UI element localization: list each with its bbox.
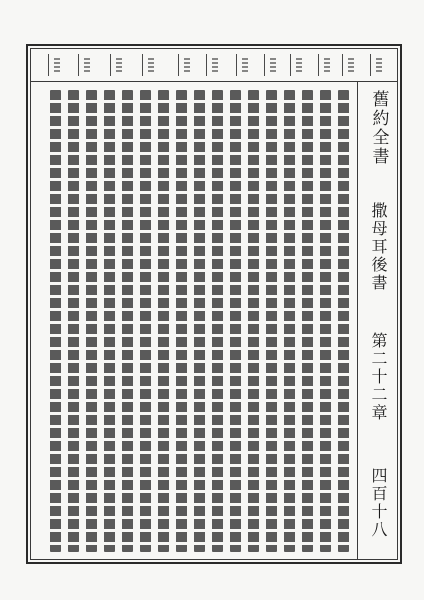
- verse-number-strip: [30, 48, 398, 82]
- verse-marker-2: [78, 54, 79, 76]
- scripture-text-body: [34, 86, 353, 556]
- verse-marker-11: [342, 54, 343, 76]
- title-column: [357, 82, 398, 560]
- verse-marker-10: [318, 54, 319, 76]
- verse-marker-9: [290, 54, 291, 76]
- book-title: 撒母耳後書: [369, 202, 388, 292]
- text-column: [192, 90, 207, 552]
- verse-marker-6: [206, 54, 207, 76]
- text-column: [156, 90, 171, 552]
- text-column: [102, 90, 117, 552]
- verse-number-7: [242, 58, 248, 72]
- text-column: [246, 90, 261, 552]
- verse-number-1: [54, 58, 60, 72]
- text-column: [48, 90, 63, 552]
- text-column: [138, 90, 153, 552]
- verse-number-6: [212, 58, 218, 72]
- verse-marker-3: [110, 54, 111, 76]
- page-number: 四百十八: [369, 467, 388, 539]
- verse-number-8: [270, 58, 276, 72]
- text-column: [336, 90, 351, 552]
- text-column: [84, 90, 99, 552]
- verse-number-12: [376, 58, 382, 72]
- chapter-label: 第二十二章: [369, 332, 388, 422]
- verse-marker-7: [236, 54, 237, 76]
- verse-number-4: [148, 58, 154, 72]
- verse-marker-5: [178, 54, 179, 76]
- verse-marker-12: [370, 54, 371, 76]
- verse-number-10: [324, 58, 330, 72]
- verse-marker-8: [264, 54, 265, 76]
- text-column: [66, 90, 81, 552]
- verse-marker-1: [48, 54, 49, 76]
- text-column: [228, 90, 243, 552]
- text-column: [318, 90, 333, 552]
- text-column: [282, 90, 297, 552]
- verse-number-3: [116, 58, 122, 72]
- verse-marker-4: [142, 54, 143, 76]
- text-column: [210, 90, 225, 552]
- text-column: [264, 90, 279, 552]
- verse-number-11: [348, 58, 354, 72]
- collection-title: 舊約全書: [368, 90, 389, 166]
- text-column: [120, 90, 135, 552]
- text-column: [174, 90, 189, 552]
- text-column: [300, 90, 315, 552]
- verse-number-9: [296, 58, 302, 72]
- verse-number-2: [84, 58, 90, 72]
- verse-number-5: [184, 58, 190, 72]
